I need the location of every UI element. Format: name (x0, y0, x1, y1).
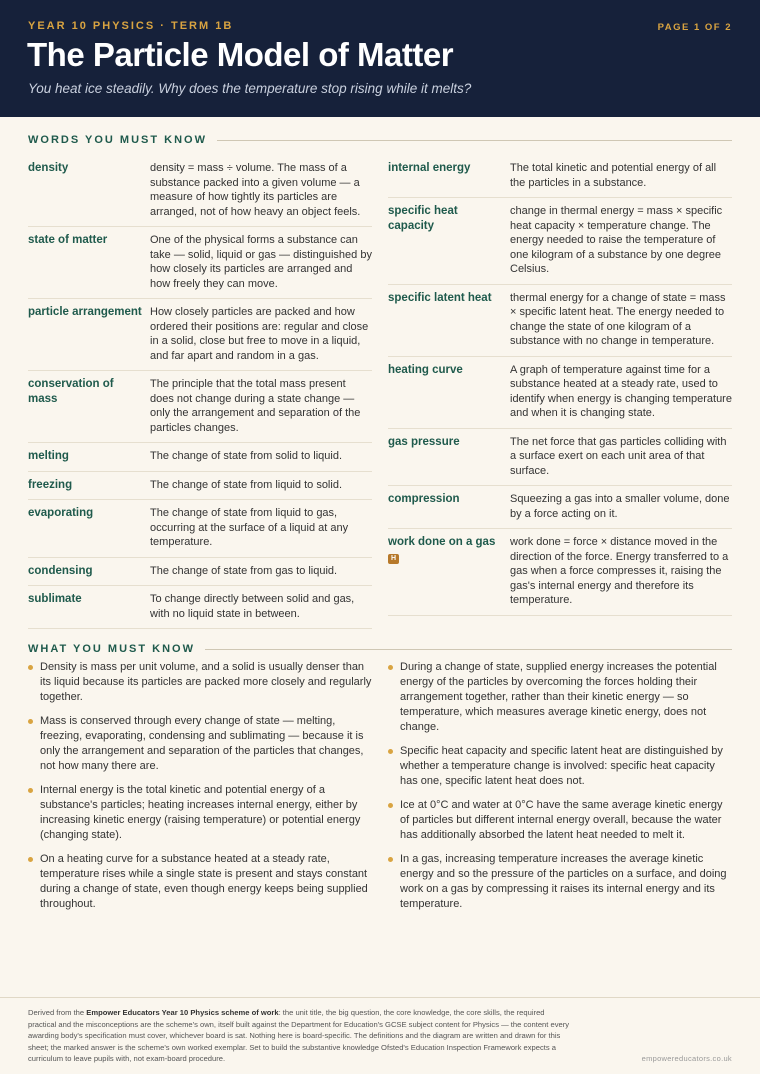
glossary-entry (28, 299, 372, 371)
source-note-body: : the unit title, the big question, the core knowledge, the core skills, the required practical and the misconceptions are the scheme's own, itself built against the Department for Education's GCSE subject content for Physics — the content every awarding body's specification must cover, whichever board is sat. Nothing here is board-specific. The definitions and the diagram are written and drawn for this sheet; the marked answer is the scheme's own worked exemplar. Set to build the substantive knowledge Ofsted's Education Inspection Framework expects a curriculum to leave pupils with, not exam-board procedure. (28, 1008, 570, 1063)
glossary-term (28, 161, 150, 219)
glossary-entry (388, 155, 732, 198)
glossary-definition: The change of state from liquid to solid. (150, 478, 342, 491)
glossary-entry (388, 198, 732, 285)
glossary-entry (28, 443, 372, 472)
knowledge-points (28, 660, 732, 921)
knowledge-left-column (28, 660, 372, 921)
knowledge-point: During a change of state, supplied energy increases the potential energy of the particles by overcoming the forces holding their arrangement together, rather than their kinetic energy — so temperature, which measures average kinetic energy, does not change. (388, 660, 732, 735)
glossary (28, 155, 732, 629)
glossary-entry (388, 486, 732, 529)
words-heading-rule (217, 140, 732, 141)
knowledge-point: On a heating curve for a substance heated at a steady rate, temperature rises while a single state is present and stays constant during a change of state, even though energy keeps being supplied throughout. (28, 852, 372, 912)
glossary-definition: The change of state from gas to liquid. (150, 564, 338, 577)
glossary-term-text: work done on a gas (388, 536, 496, 548)
glossary-term (28, 305, 150, 363)
glossary-entry (28, 227, 372, 299)
glossary-term-text: compression (388, 493, 460, 505)
knowledge-point: Ice at 0°C and water at 0°C have the same average kinetic energy of particles but different internal energy overall, because the water has additionally absorbed the latent heat needed to melt it. (388, 798, 732, 843)
source-note (28, 1007, 573, 1065)
glossary-term (388, 291, 510, 349)
glossary-term (28, 233, 150, 291)
glossary-entry (388, 285, 732, 357)
glossary-term-text: gas pressure (388, 435, 460, 448)
glossary-definition: density = mass ÷ volume. The mass of a substance packed into a given volume — a measure of how tightly its particles are arranged, not of how heavy an object feels. (150, 162, 361, 218)
glossary-term-text: density (28, 162, 69, 174)
glossary-entry (388, 357, 732, 429)
course-kicker: YEAR 10 PHYSICS · TERM 1B (28, 20, 234, 32)
glossary-entry (28, 558, 372, 587)
glossary-definition: The change of state from solid to liquid. (150, 450, 342, 462)
glossary-entry (28, 472, 372, 501)
know-section-heading (28, 643, 732, 655)
glossary-term-text: conservation of mass (28, 378, 114, 405)
glossary-definition: A graph of temperature against time for a substance heated at a steady rate, used to identify when energy is changing temperature and when it is changing state. (510, 363, 732, 419)
glossary-left-column (28, 155, 372, 629)
glossary-term (388, 363, 510, 421)
source-note-scheme: Empower Educators Year 10 Physics scheme of work (86, 1008, 279, 1017)
glossary-term (28, 377, 150, 435)
glossary-term (388, 435, 510, 479)
knowledge-right-column (388, 660, 732, 921)
glossary-entry (388, 529, 732, 616)
glossary-term-text: evaporating (28, 507, 94, 519)
words-heading-label: WORDS YOU MUST KNOW (28, 134, 207, 146)
page-footer (0, 997, 760, 1074)
source-note-prefix: Derived from the (28, 1008, 87, 1017)
site-url: empowereducators.co.uk (641, 1054, 732, 1063)
glossary-definition: How closely particles are packed and how ordered their positions are: regular and close in a solid, close but free to move in a liquid, and far apart and random in a gas. (150, 306, 369, 362)
glossary-definition: work done = force × distance moved in the direction of the force. Energy transferred to a gas when a force compresses it, raising the gas's internal energy and therefore its temperature. (510, 536, 729, 606)
glossary-term-text: sublimate (28, 593, 82, 605)
glossary-definition: The net force that gas particles colliding with a surface exert on each unit area of that surface. (510, 435, 727, 477)
glossary-term-text: freezing (28, 478, 73, 491)
glossary-term-text: condensing (28, 564, 93, 577)
glossary-term (28, 592, 150, 621)
glossary-definition: thermal energy for a change of state = mass × specific latent heat. The energy needed to change the state of one kilogram of a substance with no change in temperature. (510, 291, 726, 347)
knowledge-point: Density is mass per unit volume, and a solid is usually denser than its liquid because its particles are packed more closely and regularly together. (28, 660, 372, 705)
glossary-right-column (388, 155, 732, 629)
higher-tier-badge: H (388, 554, 399, 564)
knowledge-point: Internal energy is the total kinetic and potential energy of a substance's particles; heating increases internal energy, either by increasing kinetic energy (raising temperature) or potential energy (changing state). (28, 783, 372, 843)
glossary-definition: One of the physical forms a substance can take — solid, liquid or gas — distinguished by how closely its particles are arranged and how freely they can move. (150, 234, 372, 290)
glossary-entry (28, 371, 372, 443)
glossary-term (28, 478, 150, 493)
glossary-term-text: particle arrangement (28, 306, 142, 318)
glossary-definition: Squeezing a gas into a smaller volume, done by a force acting on it. (510, 493, 730, 520)
knowledge-point: Mass is conserved through every change of state — melting, freezing, evaporating, condensing and sublimating — because it is only the arrangement and separation of the particles that changes, not how many there are. (28, 714, 372, 774)
big-question: You heat ice steadily. Why does the temperature stop rising while it melts? (28, 81, 472, 96)
glossary-definition: The principle that the total mass present does not change during a state change — only the arrangement and separation of the particles changes. (150, 378, 361, 434)
glossary-entry (28, 586, 372, 629)
glossary-term (28, 449, 150, 464)
glossary-term (28, 506, 150, 550)
glossary-term-text: heating curve (388, 363, 463, 376)
glossary-term-text: state of matter (28, 234, 108, 246)
glossary-term (388, 535, 510, 608)
know-heading-rule (205, 649, 732, 650)
glossary-term (388, 204, 510, 277)
glossary-definition: change in thermal energy = mass × specific heat capacity × temperature change. The energy needed to raise the temperature of one kilogram of a substance by one degree Celsius. (510, 205, 723, 275)
glossary-definition: The total kinetic and potential energy of all the particles in a substance. (510, 162, 717, 189)
glossary-term-text: specific heat capacity (388, 205, 458, 232)
glossary-term (28, 564, 150, 579)
glossary-term (388, 492, 510, 521)
page-title: The Particle Model of Matter (27, 36, 454, 73)
words-section-heading (28, 134, 732, 146)
page-header (0, 0, 760, 117)
glossary-term-text: melting (28, 450, 69, 462)
glossary-term (388, 161, 510, 190)
page-number: PAGE 1 OF 2 (657, 22, 732, 33)
glossary-entry (388, 429, 732, 487)
glossary-term-text: internal energy (388, 162, 471, 174)
know-heading-label: WHAT YOU MUST KNOW (28, 643, 195, 655)
glossary-definition: The change of state from liquid to gas, occurring at the surface of a liquid at any temperature. (150, 507, 349, 548)
glossary-term-text: specific latent heat (388, 291, 492, 304)
glossary-entry (28, 500, 372, 558)
glossary-entry (28, 155, 372, 227)
knowledge-point: In a gas, increasing temperature increases the average kinetic energy and so the pressure of the particles on a surface, and doing work on a gas by compressing it raises its internal energy and its temperature. (388, 852, 732, 912)
glossary-definition: To change directly between solid and gas, with no liquid state in between. (150, 593, 355, 620)
knowledge-point: Specific heat capacity and specific latent heat are distinguished by whether a temperature change is involved: specific heat capacity has one, specific latent heat does not. (388, 744, 732, 789)
